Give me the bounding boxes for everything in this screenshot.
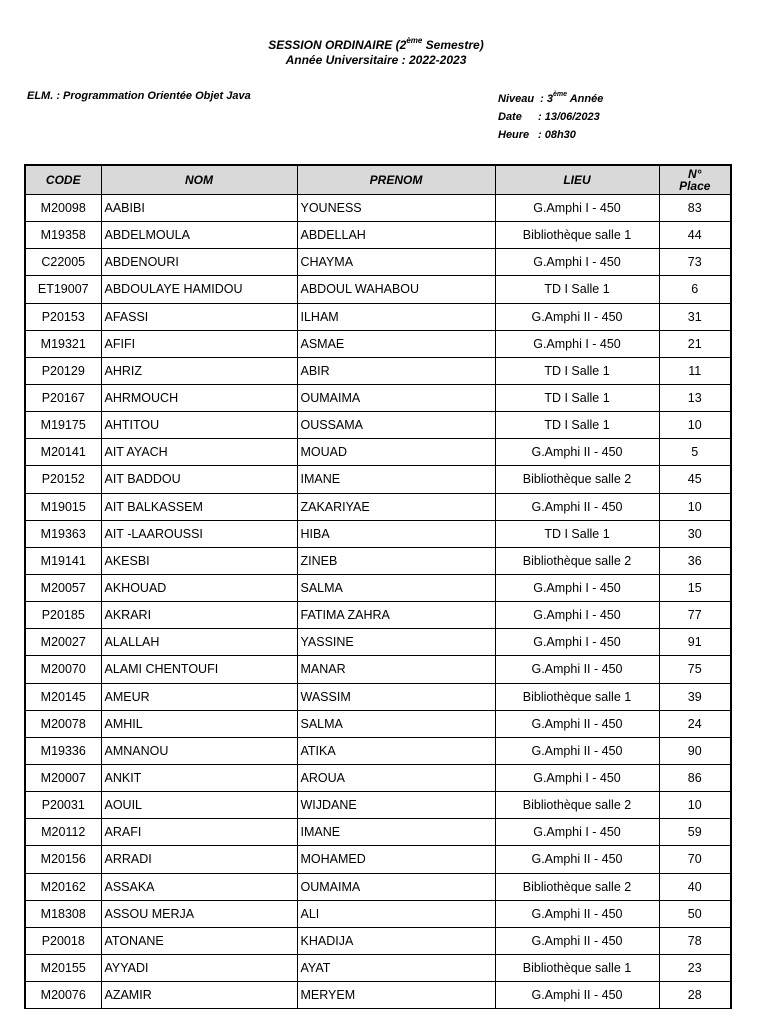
cell-lieu: G.Amphi I - 450: [495, 602, 659, 629]
table-row: [25, 330, 731, 357]
cell-nom: AKHOUAD: [101, 574, 297, 601]
cell-lieu: Bibliothèque salle 2: [495, 466, 659, 493]
cell-nom: AIT BADDOU: [101, 466, 297, 493]
cell-prenom: OUMAIMA: [297, 384, 495, 411]
cell-nom: ATONANE: [101, 927, 297, 954]
cell-nom: ASSOU MERJA: [101, 900, 297, 927]
cell-nom: AIT BALKASSEM: [101, 493, 297, 520]
header-prenom: PRENOM: [297, 165, 495, 195]
session-title-superscript: ème: [406, 36, 423, 45]
heure-value: : 08h30: [538, 129, 576, 141]
cell-place: 6: [659, 276, 731, 303]
table-row: [25, 629, 731, 656]
cell-place: 39: [659, 683, 731, 710]
academic-year: Année Universitaire : 2022-2023: [285, 53, 467, 67]
cell-nom: AMHIL: [101, 710, 297, 737]
cell-code: M19141: [25, 547, 101, 574]
cell-code: M20141: [25, 439, 101, 466]
table-row: [25, 439, 731, 466]
cell-place: 21: [659, 330, 731, 357]
table-row: [25, 737, 731, 764]
cell-place: 10: [659, 493, 731, 520]
cell-code: M19175: [25, 412, 101, 439]
cell-prenom: MOHAMED: [297, 846, 495, 873]
cell-place: 31: [659, 303, 731, 330]
cell-lieu: G.Amphi II - 450: [495, 982, 659, 1009]
cell-code: M18308: [25, 900, 101, 927]
niveau-suffix: Année: [567, 93, 604, 105]
cell-place: 86: [659, 764, 731, 791]
cell-code: P20031: [25, 792, 101, 819]
cell-code: M20027: [25, 629, 101, 656]
cell-prenom: IMANE: [297, 819, 495, 846]
cell-prenom: WASSIM: [297, 683, 495, 710]
cell-code: P20167: [25, 384, 101, 411]
session-title: [0, 38, 752, 53]
date-line: [498, 108, 603, 126]
cell-nom: AFASSI: [101, 303, 297, 330]
table-row: [25, 873, 731, 900]
cell-nom: ABDENOURI: [101, 249, 297, 276]
cell-place: 40: [659, 873, 731, 900]
cell-place: 10: [659, 792, 731, 819]
cell-lieu: Bibliothèque salle 1: [495, 222, 659, 249]
cell-prenom: FATIMA ZAHRA: [297, 602, 495, 629]
cell-code: M20156: [25, 846, 101, 873]
cell-lieu: TD I Salle 1: [495, 357, 659, 384]
cell-prenom: ZAKARIYAE: [297, 493, 495, 520]
table-row: [25, 710, 731, 737]
cell-place: 59: [659, 819, 731, 846]
table-row: [25, 195, 731, 222]
header-place: [659, 165, 731, 195]
cell-code: P20152: [25, 466, 101, 493]
cell-prenom: ILHAM: [297, 303, 495, 330]
cell-code: M19358: [25, 222, 101, 249]
header-nom: NOM: [101, 165, 297, 195]
cell-lieu: G.Amphi I - 450: [495, 819, 659, 846]
cell-lieu: TD I Salle 1: [495, 276, 659, 303]
cell-nom: AHRIZ: [101, 357, 297, 384]
date-label: Date: [498, 111, 522, 123]
cell-nom: AIT -LAAROUSSI: [101, 520, 297, 547]
header-lieu: LIEU: [495, 165, 659, 195]
table-row: [25, 493, 731, 520]
table-row: [25, 846, 731, 873]
cell-lieu: G.Amphi II - 450: [495, 900, 659, 927]
module-name: ELM. : Programmation Orientée Objet Java: [27, 90, 251, 102]
table-row: [25, 276, 731, 303]
cell-lieu: TD I Salle 1: [495, 384, 659, 411]
cell-nom: AHRMOUCH: [101, 384, 297, 411]
cell-place: 90: [659, 737, 731, 764]
table-body: [25, 195, 731, 1009]
cell-lieu: Bibliothèque salle 2: [495, 547, 659, 574]
cell-place: 5: [659, 439, 731, 466]
table-row: [25, 222, 731, 249]
cell-lieu: G.Amphi II - 450: [495, 439, 659, 466]
cell-lieu: G.Amphi I - 450: [495, 574, 659, 601]
heure-label: Heure: [498, 129, 530, 141]
cell-prenom: YOUNESS: [297, 195, 495, 222]
cell-place: 28: [659, 982, 731, 1009]
cell-lieu: G.Amphi I - 450: [495, 195, 659, 222]
table-row: [25, 412, 731, 439]
cell-place: 78: [659, 927, 731, 954]
cell-code: M20076: [25, 982, 101, 1009]
date-value: : 13/06/2023: [538, 111, 600, 123]
cell-code: M20057: [25, 574, 101, 601]
cell-code: C22005: [25, 249, 101, 276]
cell-prenom: WIJDANE: [297, 792, 495, 819]
cell-prenom: ALI: [297, 900, 495, 927]
niveau-superscript: ème: [553, 91, 568, 99]
cell-prenom: ABDELLAH: [297, 222, 495, 249]
cell-nom: ARRADI: [101, 846, 297, 873]
cell-lieu: TD I Salle 1: [495, 412, 659, 439]
exam-info: [498, 90, 603, 144]
cell-prenom: ASMAE: [297, 330, 495, 357]
table-row: [25, 764, 731, 791]
cell-prenom: ABIR: [297, 357, 495, 384]
cell-code: M19363: [25, 520, 101, 547]
cell-place: 75: [659, 656, 731, 683]
header-place-line1: N°: [688, 167, 702, 181]
cell-place: 10: [659, 412, 731, 439]
cell-place: 36: [659, 547, 731, 574]
cell-lieu: Bibliothèque salle 2: [495, 792, 659, 819]
cell-code: M20078: [25, 710, 101, 737]
cell-code: M19015: [25, 493, 101, 520]
cell-nom: AKRARI: [101, 602, 297, 629]
cell-lieu: Bibliothèque salle 1: [495, 683, 659, 710]
cell-lieu: TD I Salle 1: [495, 520, 659, 547]
cell-nom: ASSAKA: [101, 873, 297, 900]
cell-place: 70: [659, 846, 731, 873]
cell-nom: AHTITOU: [101, 412, 297, 439]
cell-code: M20098: [25, 195, 101, 222]
cell-prenom: CHAYMA: [297, 249, 495, 276]
cell-code: M20070: [25, 656, 101, 683]
cell-lieu: G.Amphi II - 450: [495, 737, 659, 764]
header-code: CODE: [25, 165, 101, 195]
cell-place: 45: [659, 466, 731, 493]
cell-prenom: SALMA: [297, 574, 495, 601]
cell-nom: AMNANOU: [101, 737, 297, 764]
niveau-label: Niveau : 3: [498, 93, 554, 105]
cell-prenom: ATIKA: [297, 737, 495, 764]
cell-prenom: OUSSAMA: [297, 412, 495, 439]
cell-place: 83: [659, 195, 731, 222]
table-row: [25, 303, 731, 330]
niveau-line: [498, 90, 603, 108]
cell-nom: AKESBI: [101, 547, 297, 574]
cell-nom: ABDOULAYE HAMIDOU: [101, 276, 297, 303]
cell-code: M20007: [25, 764, 101, 791]
cell-code: M19321: [25, 330, 101, 357]
cell-nom: AOUIL: [101, 792, 297, 819]
table-row: [25, 792, 731, 819]
cell-prenom: MOUAD: [297, 439, 495, 466]
cell-prenom: ZINEB: [297, 547, 495, 574]
cell-nom: AFIFI: [101, 330, 297, 357]
cell-prenom: YASSINE: [297, 629, 495, 656]
cell-code: M20145: [25, 683, 101, 710]
cell-lieu: G.Amphi II - 450: [495, 846, 659, 873]
cell-place: 24: [659, 710, 731, 737]
cell-nom: AABIBI: [101, 195, 297, 222]
session-title-prefix: SESSION ORDINAIRE (2: [268, 38, 407, 52]
cell-prenom: KHADIJA: [297, 927, 495, 954]
session-title-suffix: Semestre): [422, 38, 484, 52]
cell-lieu: G.Amphi II - 450: [495, 303, 659, 330]
table-row: [25, 900, 731, 927]
document-title: [0, 38, 752, 68]
cell-prenom: AYAT: [297, 954, 495, 981]
table-row: [25, 819, 731, 846]
table-row: [25, 520, 731, 547]
cell-lieu: G.Amphi II - 450: [495, 656, 659, 683]
header-place-line2: Place: [679, 179, 711, 193]
cell-nom: AMEUR: [101, 683, 297, 710]
cell-lieu: G.Amphi II - 450: [495, 493, 659, 520]
cell-code: P20129: [25, 357, 101, 384]
cell-lieu: Bibliothèque salle 1: [495, 954, 659, 981]
cell-code: P20153: [25, 303, 101, 330]
cell-nom: ARAFI: [101, 819, 297, 846]
student-roster-table: [24, 164, 732, 1009]
cell-nom: ABDELMOULA: [101, 222, 297, 249]
cell-place: 15: [659, 574, 731, 601]
table-row: [25, 466, 731, 493]
cell-lieu: G.Amphi I - 450: [495, 629, 659, 656]
cell-nom: ALAMI CHENTOUFI: [101, 656, 297, 683]
table-row: [25, 602, 731, 629]
header-row: [25, 165, 731, 195]
cell-place: 73: [659, 249, 731, 276]
cell-nom: AIT AYACH: [101, 439, 297, 466]
cell-place: 23: [659, 954, 731, 981]
table-row: [25, 683, 731, 710]
cell-prenom: IMANE: [297, 466, 495, 493]
table-row: [25, 927, 731, 954]
cell-prenom: HIBA: [297, 520, 495, 547]
table-row: [25, 547, 731, 574]
cell-place: 13: [659, 384, 731, 411]
table-row: [25, 656, 731, 683]
table-row: [25, 384, 731, 411]
cell-code: ET19007: [25, 276, 101, 303]
cell-nom: ALALLAH: [101, 629, 297, 656]
cell-lieu: G.Amphi I - 450: [495, 249, 659, 276]
cell-code: M20112: [25, 819, 101, 846]
cell-place: 91: [659, 629, 731, 656]
cell-code: P20185: [25, 602, 101, 629]
cell-nom: ANKIT: [101, 764, 297, 791]
cell-nom: AZAMIR: [101, 982, 297, 1009]
cell-place: 11: [659, 357, 731, 384]
table-row: [25, 249, 731, 276]
cell-prenom: OUMAIMA: [297, 873, 495, 900]
cell-code: M19336: [25, 737, 101, 764]
cell-lieu: Bibliothèque salle 2: [495, 873, 659, 900]
cell-lieu: G.Amphi II - 450: [495, 710, 659, 737]
cell-nom: AYYADI: [101, 954, 297, 981]
heure-line: [498, 126, 603, 144]
cell-place: 77: [659, 602, 731, 629]
cell-prenom: MANAR: [297, 656, 495, 683]
cell-prenom: SALMA: [297, 710, 495, 737]
cell-code: M20155: [25, 954, 101, 981]
cell-lieu: G.Amphi II - 450: [495, 927, 659, 954]
cell-lieu: G.Amphi I - 450: [495, 764, 659, 791]
cell-code: M20162: [25, 873, 101, 900]
table-row: [25, 574, 731, 601]
cell-lieu: G.Amphi I - 450: [495, 330, 659, 357]
cell-place: 30: [659, 520, 731, 547]
table-row: [25, 357, 731, 384]
table-row: [25, 982, 731, 1009]
table-header: [25, 165, 731, 195]
table-row: [25, 954, 731, 981]
cell-place: 44: [659, 222, 731, 249]
cell-prenom: ABDOUL WAHABOU: [297, 276, 495, 303]
cell-code: P20018: [25, 927, 101, 954]
cell-prenom: MERYEM: [297, 982, 495, 1009]
cell-place: 50: [659, 900, 731, 927]
cell-prenom: AROUA: [297, 764, 495, 791]
